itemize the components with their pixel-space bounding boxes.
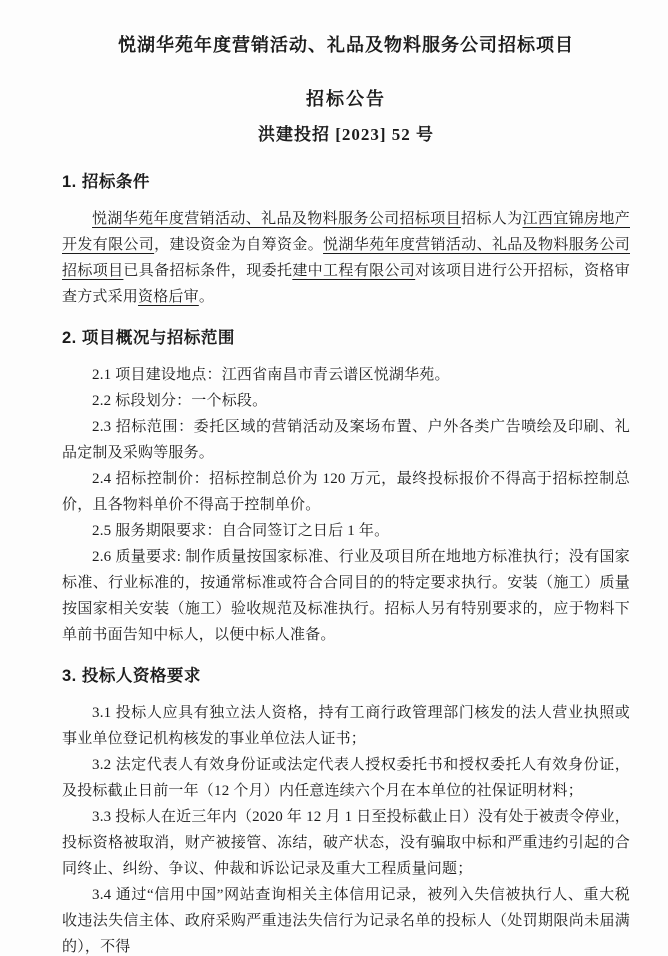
section-2-heading: 2. 项目概况与招标范围	[62, 329, 235, 347]
clause-3-1: 3.1 投标人应具有独立法人资格，持有工商行政管理部门核发的法人营业执照或事业单位登记机构核发的事业单位法人证书；	[62, 705, 630, 747]
clause-2-4: 2.4 招标控制价：招标控制总价为 120 万元，最终投标报价不得高于招标控制总价，且各物料单价不得高于控制单价。	[62, 471, 630, 513]
clause-2-2: 2.2 标段划分：一个标段。	[92, 393, 268, 409]
section-1-heading: 1. 招标条件	[62, 173, 150, 191]
section-tender-conditions	[62, 170, 630, 310]
text-segment: 招标人为	[461, 211, 523, 227]
text-segment: 对该项目进行公开招标，资格审查方式采用	[62, 263, 630, 305]
clause-3-2: 3.2 法定代表人有效身份证或法定代表人授权委托书和授权委托人有效身份证，及投标截止日前一年（12 个月）内任意连续六个月在本单位的社保证明材料；	[62, 757, 630, 799]
clause-2-3: 2.3 招标范围：委托区域的营销活动及案场布置、户外各类广告喷绘及印刷、礼品定制及采购等服务。	[62, 419, 630, 461]
document-header	[62, 32, 630, 148]
qualification-method-underlined: 资格后审	[138, 289, 199, 305]
document-subtitle: 招标公告	[306, 89, 386, 109]
clause-2-6: 2.6 质量要求: 制作质量按国家标准、行业及项目所在地地方标准执行；没有国家标准、行业标准的，按通常标准或符合合同目的的特定要求执行。安装（施工）质量按国家相关安装（施工）验收规范及标准执行。招标人另有特别要求的，应于物料下单前书面告知中标人，以便中标人准备。	[62, 549, 630, 643]
text-segment: 。	[198, 289, 215, 305]
clause-2-5: 2.5 服务期限要求：自合同签订之日后 1 年。	[92, 523, 390, 539]
clause-3-4: 3.4 通过“信用中国”网站查询相关主体信用记录，被列入失信被执行人、重大税收违法失信主体、政府采购严重违法失信行为记录名单的投标人（处罚期限尚未届满的），不得	[62, 887, 630, 955]
document-number: 洪建投招 [2023] 52 号	[257, 125, 435, 144]
agency-name-underlined: 建中工程有限公司	[292, 263, 416, 279]
document-title: 悦湖华苑年度营销活动、礼品及物料服务公司招标项目	[118, 35, 574, 55]
tenderee-name-underlined: 江西宜锦房地产开发有限公司	[62, 211, 630, 253]
text-segment: 已具备招标条件，现委托	[123, 263, 293, 279]
section-project-overview	[62, 326, 630, 648]
project-name-underlined: 悦湖华苑年度营销活动、礼品及物料服务公司招标项目	[92, 211, 462, 227]
project-name-underlined: 悦湖华苑年度营销活动、礼品及物料服务公司招标项目	[62, 237, 630, 279]
text-segment: ，建设资金为自筹资金。	[154, 237, 324, 253]
tender-conditions-paragraph	[62, 206, 630, 310]
clause-2-1: 2.1 项目建设地点：江西省南昌市青云谱区悦湖华苑。	[92, 367, 450, 383]
section-bidder-qualifications	[62, 664, 630, 956]
section-3-heading: 3. 投标人资格要求	[62, 667, 201, 685]
clause-3-3: 3.3 投标人在近三年内（2020 年 12 月 1 日至投标截止日）没有处于被责令停业，投标资格被取消，财产被接管、冻结，破产状态，没有骗取中标和严重违约引起的合同终止、纠纷、争议、仲裁和诉讼记录及重大工程质量问题；	[62, 809, 630, 877]
